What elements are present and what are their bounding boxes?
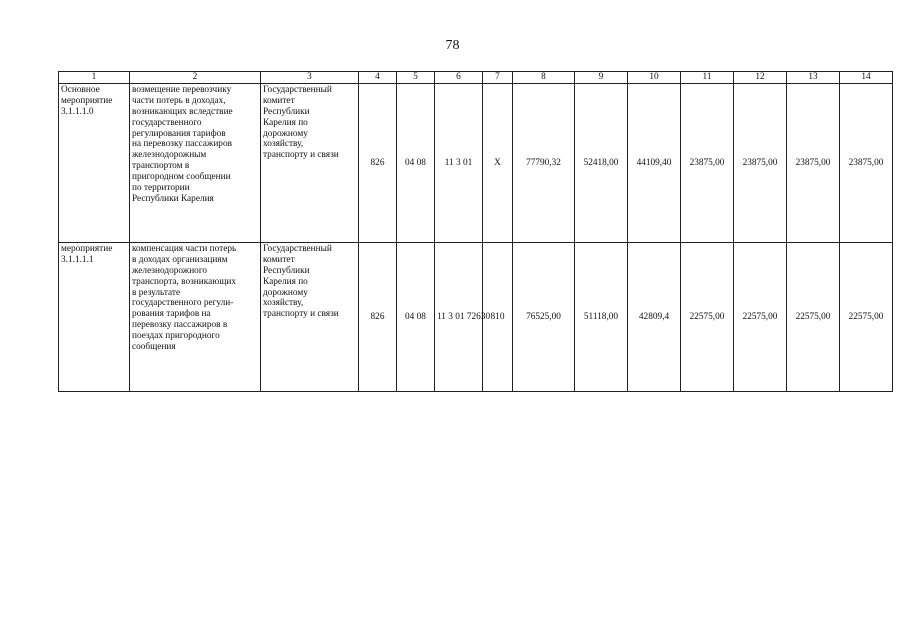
ministry-code: 826: [359, 243, 397, 392]
activity-description: возмещение перевозчику части потерь в доходах, возникающих вследствие государственного регулирования тарифов на перевозку пассажиров железнодорожным транспортом в пригородном сообщении по территории Республики Карелия: [130, 84, 261, 243]
budget-table: [58, 71, 893, 392]
amount-col-13: 23875,00: [787, 84, 840, 243]
ministry-code: 826: [359, 84, 397, 243]
header-row: [59, 72, 893, 84]
amount-col-8: 76525,00: [513, 243, 575, 392]
column-header-2: 2: [130, 72, 261, 84]
amount-col-12: 22575,00: [734, 243, 787, 392]
table-row: [59, 84, 893, 243]
amount-col-14: 22575,00: [840, 243, 893, 392]
responsible-body: Государственный комитет Республики Карелия по дорожному хозяйству, транспорту и связи: [261, 84, 359, 243]
section-code: 04 08: [397, 84, 435, 243]
target-article-code: 11 3 01 72630: [435, 243, 483, 392]
amount-col-9: 52418,00: [575, 84, 628, 243]
column-header-12: 12: [734, 72, 787, 84]
activity-code: мероприятие 3.1.1.1.1: [59, 243, 130, 392]
amount-col-8: 77790,32: [513, 84, 575, 243]
column-header-3: 3: [261, 72, 359, 84]
column-header-6: 6: [435, 72, 483, 84]
expense-type-code: 810: [483, 243, 513, 392]
amount-col-11: 23875,00: [681, 84, 734, 243]
column-header-7: 7: [483, 72, 513, 84]
table-row: [59, 243, 893, 392]
amount-col-10: 42809,4: [628, 243, 681, 392]
amount-col-13: 22575,00: [787, 243, 840, 392]
column-header-13: 13: [787, 72, 840, 84]
column-header-14: 14: [840, 72, 893, 84]
section-code: 04 08: [397, 243, 435, 392]
amount-col-14: 23875,00: [840, 84, 893, 243]
column-header-8: 8: [513, 72, 575, 84]
activity-code: Основное мероприятие 3.1.1.1.0: [59, 84, 130, 243]
column-header-4: 4: [359, 72, 397, 84]
amount-col-12: 23875,00: [734, 84, 787, 243]
activity-description: компенсация части потерь в доходах организациям железнодорожного транспорта, возникающих в результате государственного регули- рования тарифов на перевозку пассажиров в поездах пригородного сообщения: [130, 243, 261, 392]
column-header-1: 1: [59, 72, 130, 84]
page-number: 78: [445, 38, 460, 53]
responsible-body: Государственный комитет Республики Карелия по дорожному хозяйству, транспорту и связи: [261, 243, 359, 392]
amount-col-10: 44109,40: [628, 84, 681, 243]
target-article-code: 11 3 01: [435, 84, 483, 243]
column-header-10: 10: [628, 72, 681, 84]
amount-col-11: 22575,00: [681, 243, 734, 392]
amount-col-9: 51118,00: [575, 243, 628, 392]
column-header-9: 9: [575, 72, 628, 84]
column-header-11: 11: [681, 72, 734, 84]
column-header-5: 5: [397, 72, 435, 84]
expense-type-code: Х: [483, 84, 513, 243]
